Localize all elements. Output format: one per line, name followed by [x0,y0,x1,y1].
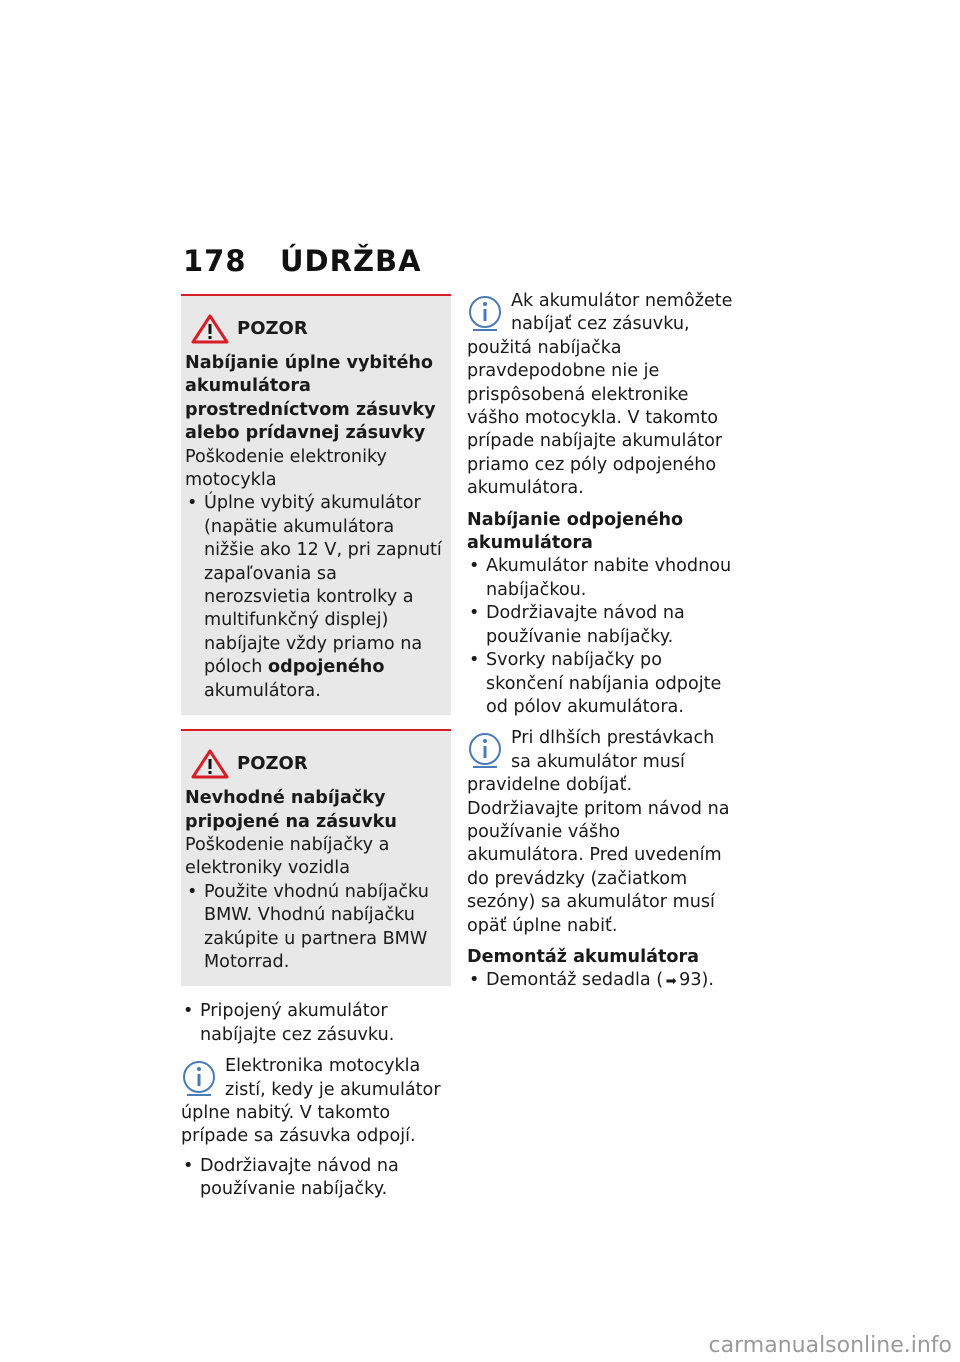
warning-bullet-text: Úplne vybitý akumulátor (napätie akumulátora nižšie ako 12 V, pri zapnutí zapaľovania sa nerozsvietia kontrolky a multifunkčný displej) nabíjajte vždy priamo na póloch [204,493,442,678]
warning-triangle-icon [191,314,229,344]
warning-header [185,314,447,344]
list-item: • Dodržiavajte návod na používanie nabíjačky. [467,602,737,649]
info-note [467,290,737,501]
arrow-right-icon[interactable]: ➡ [665,974,677,990]
info-note [467,727,737,938]
page-number: 178 [183,244,247,278]
info-icon [181,1057,217,1101]
warning-title: POZOR [237,753,308,775]
list-item: • Pripojený akumulátor nabíjajte cez zásuvku. [181,1000,451,1047]
warning-box-1 [181,294,451,715]
info-note-text: Ak akumulátor nemôžete nabíjať cez zásuvku, použitá nabíjačka pravdepodobne nie je prispôsobená elektronike vášho motocykla. V takomto prípade nabíjajte akumulátor priamo cez póly odpojeného akumulátora. [467,291,733,499]
list-item: • Dodržiavajte návod na používanie nabíjačky. [181,1155,451,1202]
watermark: carmanualsonline.info [708,1333,952,1358]
list-item-text: Demontáž sedadla ( [486,970,664,991]
info-note [181,1055,451,1149]
info-icon [467,292,503,336]
warning-bullet-end: akumulátora. [204,680,321,701]
page-reference[interactable]: 93). [679,970,715,991]
section-title: Nabíjanie odpojeného akumulátora [467,509,684,554]
warning-bullet [185,492,447,703]
warning-bullet: • Použite vhodnú nabíjačku BMW. Vhodnú nabíjačku zakúpite u partnera BMW Motorrad. [185,881,447,975]
info-note-text: Elektronika motocykla zistí, kedy je akumulátor úplne nabitý. V takomto prípade sa zásuvka odpojí. [181,1056,441,1147]
info-note-text: Pri dlhších prestávkach sa akumulátor musí pravidelne dobíjať. Dodržiavajte pritom návod na používanie vášho akumulátora. Pred uvedením do prevádzky (začiatkom sezóny) sa akumulátor musí opäť úplne nabiť. [467,728,730,936]
warning-consequence: Poškodenie nabíjačky a elektroniky vozidla [185,834,390,879]
warning-box-2 [181,729,451,986]
warning-bullet-bold: odpojeného [268,657,385,678]
section-title: Demontáž akumulátora [467,946,700,967]
warning-consequence: Poškodenie elektroniky motocykla [185,446,387,491]
warning-triangle-icon [191,749,229,779]
list-item [467,969,737,993]
warning-title: POZOR [237,318,308,340]
page-title: ÚDRŽBA [280,244,422,278]
list-item: • Svorky nabíjačky po skončení nabíjania odpojte od pólov akumulátora. [467,649,737,719]
info-icon [467,729,503,773]
warning-heading: Nabíjanie úplne vybitého akumulátora prostredníctvom zásuvky alebo prídavnej zásuvky [185,353,436,444]
page-header [183,244,422,278]
warning-header [185,749,447,779]
list-item: • Akumulátor nabite vhodnou nabíjačkou. [467,555,737,602]
right-column [467,290,737,994]
warning-heading: Nevhodné nabíjačky pripojené na zásuvku [185,788,397,832]
left-column [181,294,451,1202]
